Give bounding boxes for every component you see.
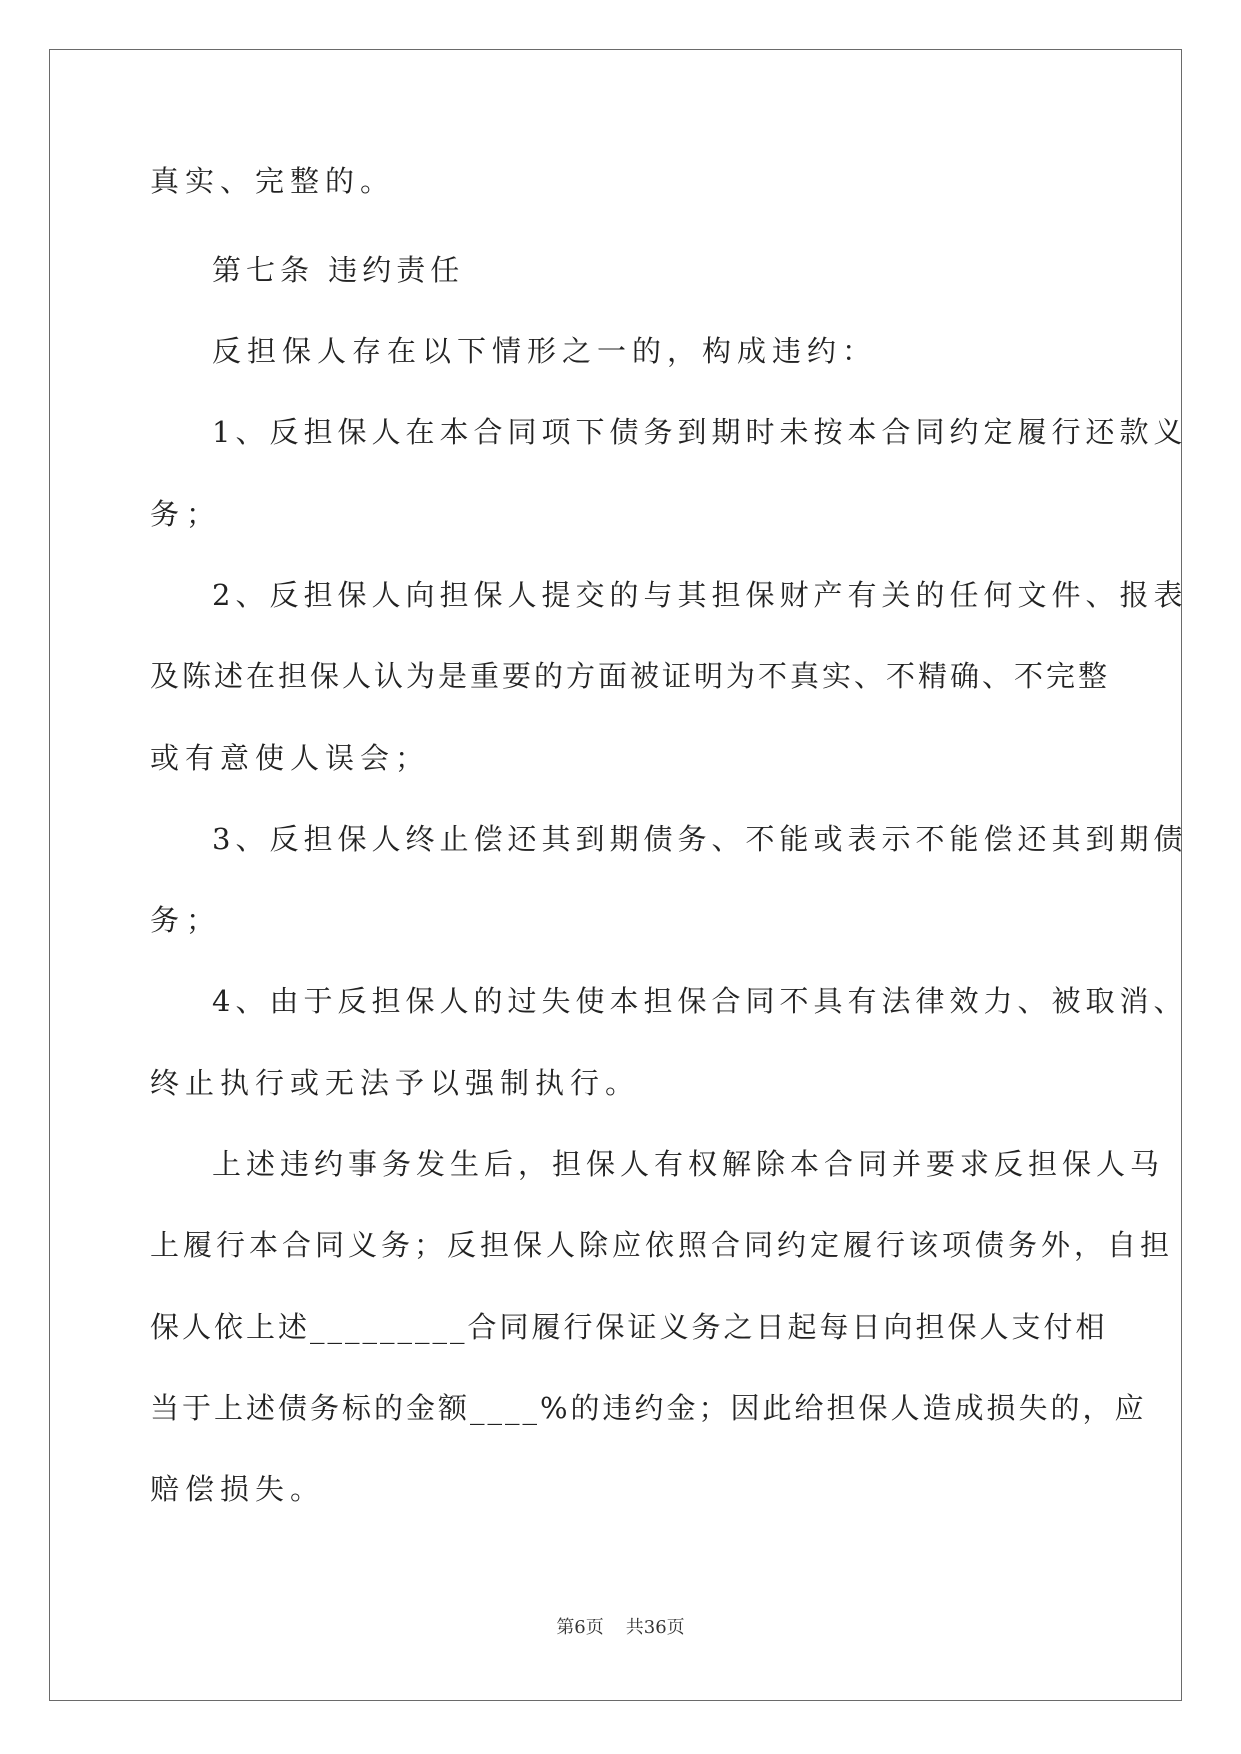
- list-item: 2、反担保人向担保人提交的与其担保财产有关的任何文件、报表: [212, 578, 1188, 612]
- body-line: 上履行本合同义务；反担保人除应依照合同约定履行该项债务外，自担: [150, 1228, 1174, 1262]
- body-line: 及陈述在担保人认为是重要的方面被证明为不真实、不精确、不完整: [150, 659, 1111, 693]
- page-footer: [0, 1616, 1241, 1640]
- list-item: 3、反担保人终止偿还其到期债务、不能或表示不能偿还其到期债: [212, 822, 1188, 856]
- body-line: 真实、完整的。: [150, 164, 396, 198]
- body-line: 保人依上述_________合同履行保证义务之日起每日向担保人支付相: [150, 1310, 1108, 1344]
- list-item: 4、由于反担保人的过失使本担保合同不具有法律效力、被取消、: [212, 984, 1188, 1018]
- body-line: 务；: [150, 903, 223, 937]
- body-line: 或有意使人误会；: [150, 741, 431, 775]
- body-line: 上述违约事务发生后，担保人有权解除本合同并要求反担保人马: [212, 1147, 1165, 1181]
- section-heading: 第七条 违约责任: [212, 253, 465, 287]
- body-line: 反担保人存在以下情形之一的，构成违约：: [212, 334, 878, 368]
- body-line: 当于上述债务标的金额____%的违约金；因此给担保人造成损失的，应: [150, 1391, 1147, 1425]
- page-number: 第6页: [556, 1617, 604, 1638]
- page-border: [49, 49, 1182, 1701]
- page-total: 共36页: [625, 1617, 685, 1638]
- list-item: 1、反担保人在本合同项下债务到期时未按本合同约定履行还款义: [212, 415, 1188, 449]
- body-line: 赔偿损失。: [150, 1472, 326, 1506]
- body-line: 终止执行或无法予以强制执行。: [150, 1066, 641, 1100]
- body-line: 务；: [150, 497, 223, 531]
